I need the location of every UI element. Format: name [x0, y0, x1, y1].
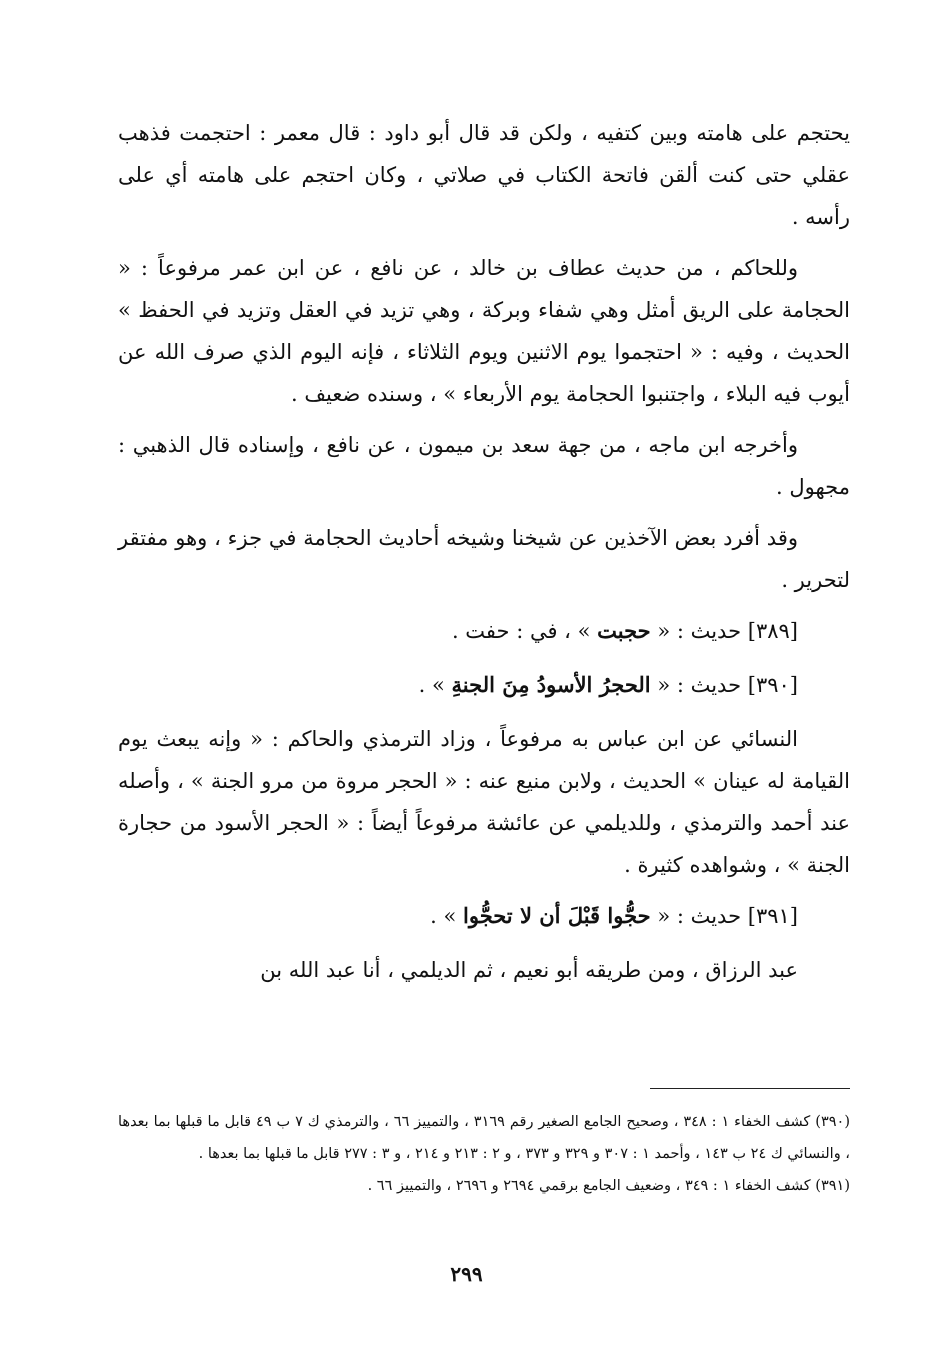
hadith-389-suffix: » ، في : حفت .	[451, 619, 598, 643]
hadith-391-number: [٣٩١]	[747, 904, 798, 928]
hadith-389-number: [٣٨٩]	[747, 619, 798, 643]
footnote-separator	[650, 1088, 850, 1089]
hadith-389-prefix: حديث : «	[650, 619, 748, 643]
paragraph-4: وقد أفرد بعض الآخذين عن شيخنا وشيخه أحاديث الحجامة في جزء ، وهو مفتقر لتحرير .	[118, 526, 850, 592]
footnotes	[118, 1106, 850, 1202]
hadith-391-suffix: » .	[430, 904, 464, 928]
hadith-390-suffix: » .	[418, 673, 452, 697]
paragraph-5: النسائي عن ابن عباس به مرفوعاً ، وزاد الترمذي والحاكم : « وإنه يبعث يوم القيامة له عينان » الحديث ، ولابن منيع عنه : « الحجر مروة من مرو الجنة » ، وأصله عند أحمد والترمذي ، وللديلمي عن عائشة مرفوعاً أيضاً : « الحجر الأسود من حجارة الجنة » ، وشواهده كثيرة .	[118, 727, 850, 877]
footnote-391: (٣٩١) كشف الخفاء ١ : ٣٤٩ ، وضعيف الجامع برقمي ٢٦٩٤ و ٢٦٩٦ ، والتمييز ٦٦ .	[367, 1178, 850, 1194]
hadith-389	[118, 610, 850, 652]
hadith-390-number: [٣٩٠]	[747, 673, 798, 697]
page-body	[118, 112, 850, 1000]
page-number: ٢٩٩	[450, 1262, 483, 1286]
hadith-391	[118, 895, 850, 937]
footnote-390: (٣٩٠) كشف الخفاء ١ : ٣٤٨ ، وصحيح الجامع الصغير رقم ٣١٦٩ ، والتمييز ٦٦ ، والترمذي ك ٧ ب ٤٩ قابل ما قبلها بما بعدها ، والنسائي ك ٢٤ ب ١٤٣ ، وأحمد ١ : ٣٠٧ و ٣٢٩ و ٣٧٣ ، و ٢ : ٢١٣ و ٢١٤ ، و ٣ : ٢٧٧ قابل ما قبلها بما بعدها .	[118, 1114, 850, 1162]
paragraph-6: عبد الرزاق ، ومن طريقه أبو نعيم ، ثم الديلمي ، أنا عبد الله بن	[260, 958, 798, 982]
hadith-391-prefix: حديث : «	[650, 904, 748, 928]
paragraph-2: وللحاكم ، من حديث عطاف بن خالد ، عن نافع ، عن ابن عمر مرفوعاً : « الحجامة على الريق أمثل وهي شفاء وبركة ، وهي تزيد في العقل وتزيد في الحفظ » الحديث ، وفيه : « احتجموا يوم الاثنين ويوم الثلاثاء ، فإنه اليوم الذي صرف الله عن أيوب فيه البلاء ، واجتنبوا الحجامة يوم الأربعاء » ، وسنده ضعيف .	[118, 256, 850, 406]
hadith-391-title: حجُّوا قَبْلَ أن لا تحجُّوا	[463, 903, 651, 928]
paragraph-3: وأخرجه ابن ماجه ، من جهة سعد بن ميمون ، عن نافع ، وإسناده قال الذهبي : مجهول .	[118, 433, 850, 499]
hadith-390	[118, 664, 850, 706]
paragraph-1: يحتجم على هامته وبين كتفيه ، ولكن قد قال أبو داود : قال معمر : احتجمت فذهب عقلي حتى كنت ألقن فاتحة الكتاب في صلاتي ، وكان احتجم على هامته أي على رأسه .	[118, 121, 850, 229]
hadith-390-prefix: حديث : «	[650, 673, 748, 697]
hadith-389-title: حجبت	[597, 618, 651, 643]
hadith-390-title: الحجرُ الأسودُ مِنَ الجنةِ	[451, 672, 651, 697]
